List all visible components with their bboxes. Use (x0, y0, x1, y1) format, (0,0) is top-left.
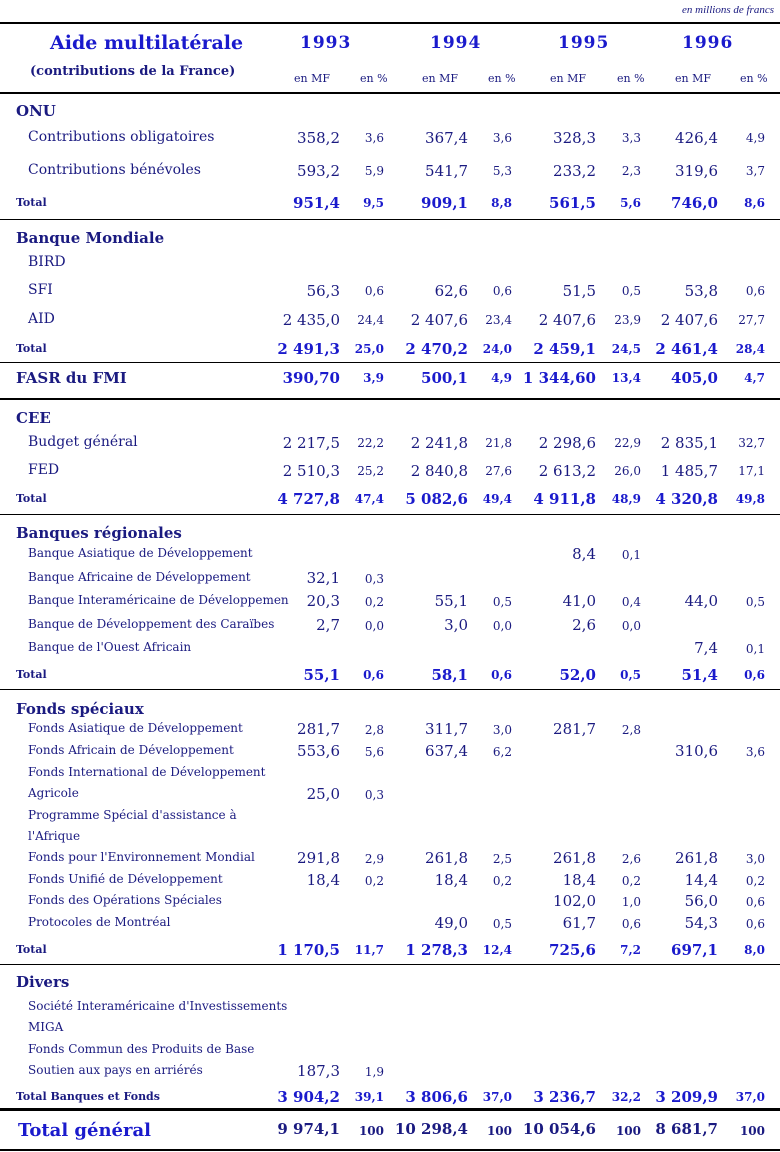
value-pct: 2,8 (364, 723, 384, 737)
header-rule (0, 92, 780, 94)
section-heading: Banques régionales (16, 524, 182, 542)
col-pct-1993: en % (360, 72, 388, 85)
value-mf: 4 727,8 (277, 490, 340, 508)
value-pct: 28,4 (735, 342, 765, 356)
value-mf: 18,4 (434, 871, 468, 889)
value-pct: 2,5 (492, 852, 512, 866)
value-mf: 7,4 (694, 639, 718, 657)
value-pct: 0,6 (492, 284, 512, 298)
row-label: Banque de Développement des Caraïbes (28, 617, 275, 631)
value-mf: 2 407,6 (410, 311, 468, 329)
value-mf: 56,3 (306, 282, 340, 300)
value-mf: 909,1 (421, 194, 468, 212)
value-pct: 2,9 (364, 852, 384, 866)
fasr-row-label: FASR du FMI (16, 369, 127, 387)
value-mf: 3 209,9 (655, 1088, 718, 1106)
value-mf: 310,6 (675, 742, 718, 760)
col-mf-1996: en MF (675, 72, 711, 85)
value-pct: 3,6 (745, 745, 765, 759)
value-mf: 311,7 (425, 720, 468, 738)
value-pct: 37,0 (482, 1090, 512, 1104)
value-pct: 4,9 (491, 371, 512, 385)
value-mf: 56,0 (684, 892, 718, 910)
value-mf: 561,5 (549, 194, 596, 212)
value-pct: 3,6 (364, 131, 384, 145)
col-pct-1996: en % (740, 72, 768, 85)
value-pct: 4,9 (745, 131, 765, 145)
value-pct: 0,3 (364, 572, 384, 586)
row-label: Agricole (28, 786, 79, 800)
value-mf: 18,4 (562, 871, 596, 889)
value-pct: 37,0 (735, 1090, 765, 1104)
value-mf: 367,4 (425, 129, 468, 147)
value-mf: 261,8 (553, 849, 596, 867)
value-pct: 23,4 (485, 313, 512, 327)
value-mf: 54,3 (684, 914, 718, 932)
value-pct: 9,5 (363, 196, 384, 210)
row-label: SFI (28, 282, 53, 298)
total-row-label: Total (16, 668, 47, 681)
value-pct: 0,2 (364, 595, 384, 609)
section-heading: ONU (16, 102, 56, 120)
value-mf: 187,3 (297, 1062, 340, 1080)
value-mf: 49,0 (434, 914, 468, 932)
rule-onu (0, 219, 780, 220)
row-label: Protocoles de Montréal (28, 915, 171, 929)
value-pct: 25,2 (357, 464, 384, 478)
table-title: Aide multilatérale (50, 32, 244, 54)
value-pct: 0,0 (492, 619, 512, 633)
year-1994: 1994 (430, 33, 482, 53)
value-pct: 17,1 (738, 464, 765, 478)
value-mf: 4 911,8 (533, 490, 596, 508)
value-mf: 1 344,60 (522, 369, 596, 387)
value-pct: 0,6 (744, 668, 765, 682)
row-label: Soutien aux pays en arriérés (28, 1063, 203, 1077)
value-pct: 32,7 (738, 436, 765, 450)
value-mf: 725,6 (549, 941, 596, 959)
value-mf: 593,2 (297, 162, 340, 180)
value-mf: 233,2 (553, 162, 596, 180)
value-mf: 637,4 (425, 742, 468, 760)
section-heading: Fonds spéciaux (16, 700, 144, 718)
value-mf: 8,4 (572, 545, 596, 563)
value-pct: 3,9 (363, 371, 384, 385)
value-pct: 0,6 (491, 668, 512, 682)
rule-bm (0, 362, 780, 363)
value-pct: 8,6 (744, 196, 765, 210)
row-label: Fonds International de Développement (28, 765, 266, 779)
section-heading: Banque Mondiale (16, 229, 165, 247)
value-pct: 5,3 (492, 164, 512, 178)
value-pct: 100 (358, 1124, 384, 1138)
value-mf: 2 461,4 (655, 340, 718, 358)
value-mf: 14,4 (684, 871, 718, 889)
col-mf-1993: en MF (294, 72, 330, 85)
value-mf: 746,0 (671, 194, 718, 212)
value-mf: 500,1 (421, 369, 468, 387)
value-mf: 10 054,6 (522, 1120, 596, 1138)
value-mf: 53,8 (684, 282, 718, 300)
value-mf: 20,3 (306, 592, 340, 610)
value-pct: 3,3 (621, 131, 641, 145)
row-label: Banque Asiatique de Développement (28, 546, 253, 560)
value-mf: 18,4 (306, 871, 340, 889)
value-mf: 2 407,6 (660, 311, 718, 329)
value-mf: 261,8 (425, 849, 468, 867)
value-mf: 358,2 (297, 129, 340, 147)
col-pct-1994: en % (488, 72, 516, 85)
row-label: Fonds Commun des Produits de Base (28, 1042, 255, 1056)
value-pct: 0,5 (492, 917, 512, 931)
row-label: Banque Africaine de Développement (28, 570, 251, 584)
value-pct: 21,8 (485, 436, 512, 450)
value-pct: 23,9 (614, 313, 641, 327)
row-label: Fonds Asiatique de Développement (28, 721, 243, 735)
row-label: FED (28, 462, 60, 478)
row-label: Fonds Unifié de Développement (28, 872, 223, 886)
value-mf: 2,7 (316, 616, 340, 634)
section-heading: Divers (16, 973, 70, 991)
section-heading: CEE (16, 409, 51, 427)
row-label: Société Interaméricaine d'Investissements (28, 999, 288, 1013)
value-mf: 2 470,2 (405, 340, 468, 358)
value-mf: 102,0 (553, 892, 596, 910)
value-pct: 4,7 (744, 371, 765, 385)
value-pct: 0,5 (492, 595, 512, 609)
value-pct: 7,2 (620, 943, 641, 957)
value-pct: 3,7 (745, 164, 765, 178)
value-mf: 55,1 (303, 666, 340, 684)
value-mf: 2 241,8 (410, 434, 468, 452)
row-label: Banque Interaméricaine de Développemen (28, 593, 289, 607)
value-mf: 319,6 (675, 162, 718, 180)
value-pct: 2,3 (621, 164, 641, 178)
value-pct: 0,0 (621, 619, 641, 633)
value-pct: 32,2 (611, 1090, 641, 1104)
value-pct: 0,2 (492, 874, 512, 888)
value-mf: 2 835,1 (660, 434, 718, 452)
value-pct: 22,9 (614, 436, 641, 450)
value-pct: 100 (739, 1124, 765, 1138)
value-pct: 24,4 (357, 313, 384, 327)
year-1995: 1995 (558, 33, 610, 53)
value-mf: 281,7 (297, 720, 340, 738)
year-1993: 1993 (300, 33, 352, 53)
value-mf: 4 320,8 (655, 490, 718, 508)
value-mf: 328,3 (553, 129, 596, 147)
value-mf: 3,0 (444, 616, 468, 634)
value-mf: 2 840,8 (410, 462, 468, 480)
table-subtitle: (contributions de la France) (30, 64, 236, 79)
value-pct: 8,0 (744, 943, 765, 957)
value-pct: 0,6 (745, 895, 765, 909)
value-pct: 0,1 (745, 642, 765, 656)
col-mf-1994: en MF (422, 72, 458, 85)
value-pct: 0,2 (621, 874, 641, 888)
row-label: BIRD (28, 254, 66, 270)
value-mf: 8 681,7 (655, 1120, 718, 1138)
value-mf: 553,6 (297, 742, 340, 760)
row-label: Budget général (28, 434, 138, 450)
value-pct: 0,6 (745, 284, 765, 298)
row-label: Contributions obligatoires (28, 129, 215, 145)
value-pct: 0,0 (364, 619, 384, 633)
value-mf: 2,6 (572, 616, 596, 634)
value-mf: 25,0 (306, 785, 340, 803)
value-mf: 2 407,6 (538, 311, 596, 329)
total-row-label: Total (16, 492, 47, 505)
value-mf: 697,1 (671, 941, 718, 959)
value-pct: 100 (615, 1124, 641, 1138)
value-pct: 5,6 (620, 196, 641, 210)
value-pct: 27,6 (485, 464, 512, 478)
value-mf: 426,4 (675, 129, 718, 147)
value-pct: 39,1 (354, 1090, 384, 1104)
rule-fs (0, 964, 780, 965)
value-mf: 9 974,1 (277, 1120, 340, 1138)
value-pct: 0,5 (745, 595, 765, 609)
total-row-label: Total (16, 196, 47, 209)
value-mf: 61,7 (562, 914, 596, 932)
value-pct: 13,4 (611, 371, 641, 385)
value-mf: 1 485,7 (660, 462, 718, 480)
value-pct: 100 (486, 1124, 512, 1138)
rule-total-bf (0, 1108, 780, 1111)
value-pct: 3,0 (745, 852, 765, 866)
value-pct: 0,6 (745, 917, 765, 931)
value-pct: 49,4 (482, 492, 512, 506)
value-mf: 3 236,7 (533, 1088, 596, 1106)
value-pct: 0,6 (363, 668, 384, 682)
value-mf: 2 459,1 (533, 340, 596, 358)
value-pct: 22,2 (357, 436, 384, 450)
value-mf: 3 806,6 (405, 1088, 468, 1106)
value-mf: 2 510,3 (282, 462, 340, 480)
value-pct: 5,6 (364, 745, 384, 759)
row-label: AID (28, 311, 55, 327)
value-pct: 0,5 (621, 284, 641, 298)
grand-total-label: Total général (18, 1120, 151, 1141)
value-pct: 0,2 (364, 874, 384, 888)
rule-bottom (0, 1149, 780, 1151)
value-mf: 32,1 (306, 569, 340, 587)
value-pct: 24,0 (482, 342, 512, 356)
value-pct: 5,9 (364, 164, 384, 178)
value-mf: 405,0 (671, 369, 718, 387)
rule-br (0, 689, 780, 690)
value-pct: 2,8 (621, 723, 641, 737)
value-pct: 47,4 (354, 492, 384, 506)
rule-fasr (0, 398, 780, 400)
value-mf: 1 278,3 (405, 941, 468, 959)
value-mf: 261,8 (675, 849, 718, 867)
value-pct: 6,2 (492, 745, 512, 759)
value-pct: 0,2 (745, 874, 765, 888)
value-pct: 3,6 (492, 131, 512, 145)
top-rule (0, 22, 780, 24)
total-row-label: Total Banques et Fonds (16, 1090, 160, 1103)
value-pct: 0,3 (364, 788, 384, 802)
value-pct: 0,1 (621, 548, 641, 562)
value-pct: 24,5 (611, 342, 641, 356)
value-mf: 2 217,5 (282, 434, 340, 452)
value-pct: 49,8 (735, 492, 765, 506)
row-label: Fonds pour l'Environnement Mondial (28, 850, 255, 864)
col-mf-1995: en MF (550, 72, 586, 85)
value-mf: 10 298,4 (394, 1120, 468, 1138)
row-label: l'Afrique (28, 829, 81, 843)
value-pct: 25,0 (354, 342, 384, 356)
row-label: Banque de l'Ouest Africain (28, 640, 192, 654)
col-pct-1995: en % (617, 72, 645, 85)
value-mf: 951,4 (293, 194, 340, 212)
value-pct: 1,9 (364, 1065, 384, 1079)
rule-cee (0, 514, 780, 515)
value-pct: 3,0 (492, 723, 512, 737)
value-pct: 0,4 (621, 595, 641, 609)
value-mf: 55,1 (434, 592, 468, 610)
value-mf: 2 491,3 (277, 340, 340, 358)
value-mf: 58,1 (431, 666, 468, 684)
value-pct: 48,9 (611, 492, 641, 506)
value-mf: 2 298,6 (538, 434, 596, 452)
value-mf: 1 170,5 (277, 941, 340, 959)
value-mf: 5 082,6 (405, 490, 468, 508)
value-mf: 44,0 (684, 592, 718, 610)
value-mf: 51,4 (681, 666, 718, 684)
total-row-label: Total (16, 943, 47, 956)
row-label: MIGA (28, 1020, 64, 1034)
total-row-label: Total (16, 342, 47, 355)
row-label: Programme Spécial d'assistance à (28, 808, 237, 822)
row-label: Fonds des Opérations Spéciales (28, 893, 222, 907)
value-pct: 2,6 (621, 852, 641, 866)
value-mf: 3 904,2 (277, 1088, 340, 1106)
value-mf: 2 613,2 (538, 462, 596, 480)
value-pct: 11,7 (354, 943, 384, 957)
year-1996: 1996 (682, 33, 734, 53)
value-pct: 0,6 (621, 917, 641, 931)
unit-note: en millions de francs (682, 4, 774, 16)
value-mf: 281,7 (553, 720, 596, 738)
value-pct: 27,7 (738, 313, 765, 327)
value-pct: 0,5 (620, 668, 641, 682)
value-mf: 2 435,0 (282, 311, 340, 329)
value-pct: 8,8 (491, 196, 512, 210)
value-mf: 541,7 (425, 162, 468, 180)
value-mf: 41,0 (562, 592, 596, 610)
value-pct: 0,6 (364, 284, 384, 298)
value-mf: 291,8 (297, 849, 340, 867)
row-label: Fonds Africain de Développement (28, 743, 234, 757)
value-pct: 12,4 (482, 943, 512, 957)
value-pct: 1,0 (621, 895, 641, 909)
row-label: Contributions bénévoles (28, 162, 201, 178)
value-mf: 51,5 (562, 282, 596, 300)
value-mf: 62,6 (434, 282, 468, 300)
value-mf: 390,70 (282, 369, 340, 387)
value-mf: 52,0 (559, 666, 596, 684)
value-pct: 26,0 (614, 464, 641, 478)
